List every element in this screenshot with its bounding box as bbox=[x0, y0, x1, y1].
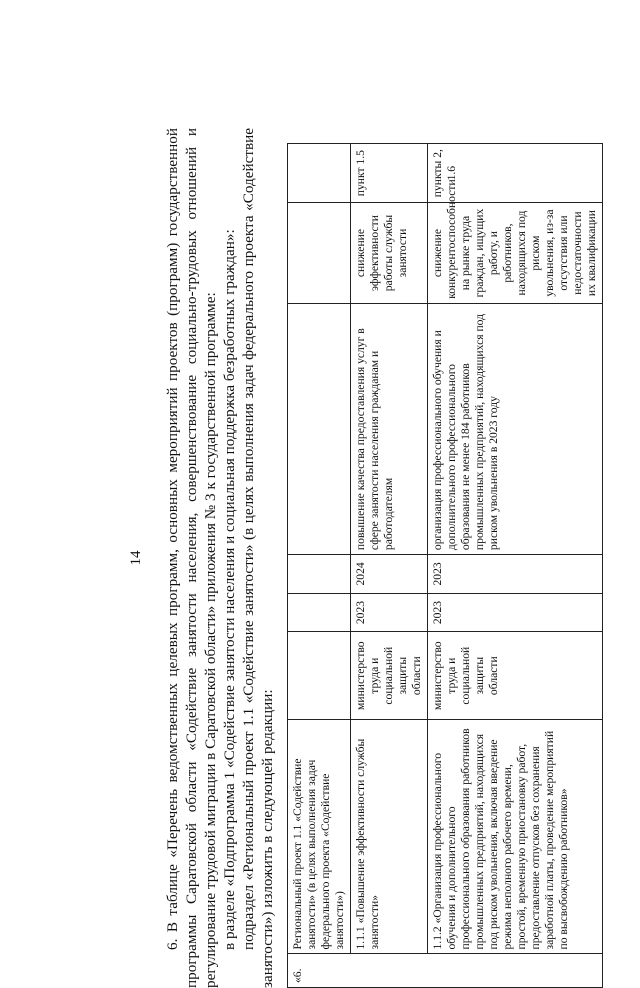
project-name: Региональный проект 1.1 «Содействие занятости» (в целях выполнения задач федерального проекта «Содействие занятости») bbox=[288, 719, 351, 954]
row-end-year: 2024 bbox=[351, 555, 428, 594]
table-row bbox=[288, 144, 351, 988]
row-start-year: 2023 bbox=[351, 593, 428, 632]
row-consequence: снижение эффективности работы службы занятости bbox=[351, 203, 428, 304]
row-indicator: пункты 2, 1.6 bbox=[428, 144, 603, 203]
intro-paragraph-3: подраздел «Региональный проект 1.1 «Содействие занятости» (в целях выполнения задач федерального проекта «Содействие занятости») изложить в следующей редакции: bbox=[240, 128, 276, 988]
row-result: повышение качества предоставления услуг в сфере занятости населения гражданам и работодателям bbox=[351, 303, 428, 554]
intro-paragraph-2: в разделе «Подпрограмма 1 «Содействие занятости населения и социальная поддержка безработных граждан»: bbox=[221, 229, 238, 950]
page-number: 14 bbox=[128, 550, 144, 566]
rotated-page bbox=[128, 128, 640, 988]
row-consequence: снижение конкурентоспособности на рынке труда граждан, ищущих работу, и работников, находящихся под риском увольнения, из-за отсутствия или недостаточности их квалификации bbox=[428, 203, 603, 304]
row-executor: министерство труда и социальной защиты области bbox=[428, 632, 603, 720]
intro-paragraph-1: 6. В таблице «Перечень ведомственных целевых программ, основных мероприятий проектов (программ) государственной программы Саратовской области «Содействие занятости населения, совершенствование социально-трудовых отношений и регулирование трудовой миграции в Саратовской области» приложения № 3 к государственной программе: bbox=[164, 128, 219, 988]
table-mark: «6. bbox=[288, 954, 603, 988]
row-executor: министерство труда и социальной защиты области bbox=[351, 632, 428, 720]
row-name: 1.1.2 «Организация профессионального обучения и дополнительного профессионального образования работников промышленных предприятий, находящихся под риском увольнения, включая введение режима неполного рабочего времени, простой, временную приостановку работ, предоставление отпусков без сохранения заработной платы, проведение мероприятий по высвобождению работников» bbox=[428, 719, 603, 954]
table-row bbox=[351, 144, 428, 988]
row-indicator: пункт 1.5 bbox=[351, 144, 428, 203]
row-end-year: 2023 bbox=[428, 555, 603, 594]
row-name: 1.1.1 «Повышение эффективности службы занятости» bbox=[351, 719, 428, 954]
intro-text bbox=[163, 128, 277, 988]
row-result: организация профессионального обучения и дополнительного профессионального образования не менее 184 работников промышленных предприятий, находящихся под риском увольнения в 2023 году bbox=[428, 303, 603, 554]
row-start-year: 2023 bbox=[428, 593, 603, 632]
table-row bbox=[428, 144, 603, 988]
program-table bbox=[287, 143, 603, 988]
